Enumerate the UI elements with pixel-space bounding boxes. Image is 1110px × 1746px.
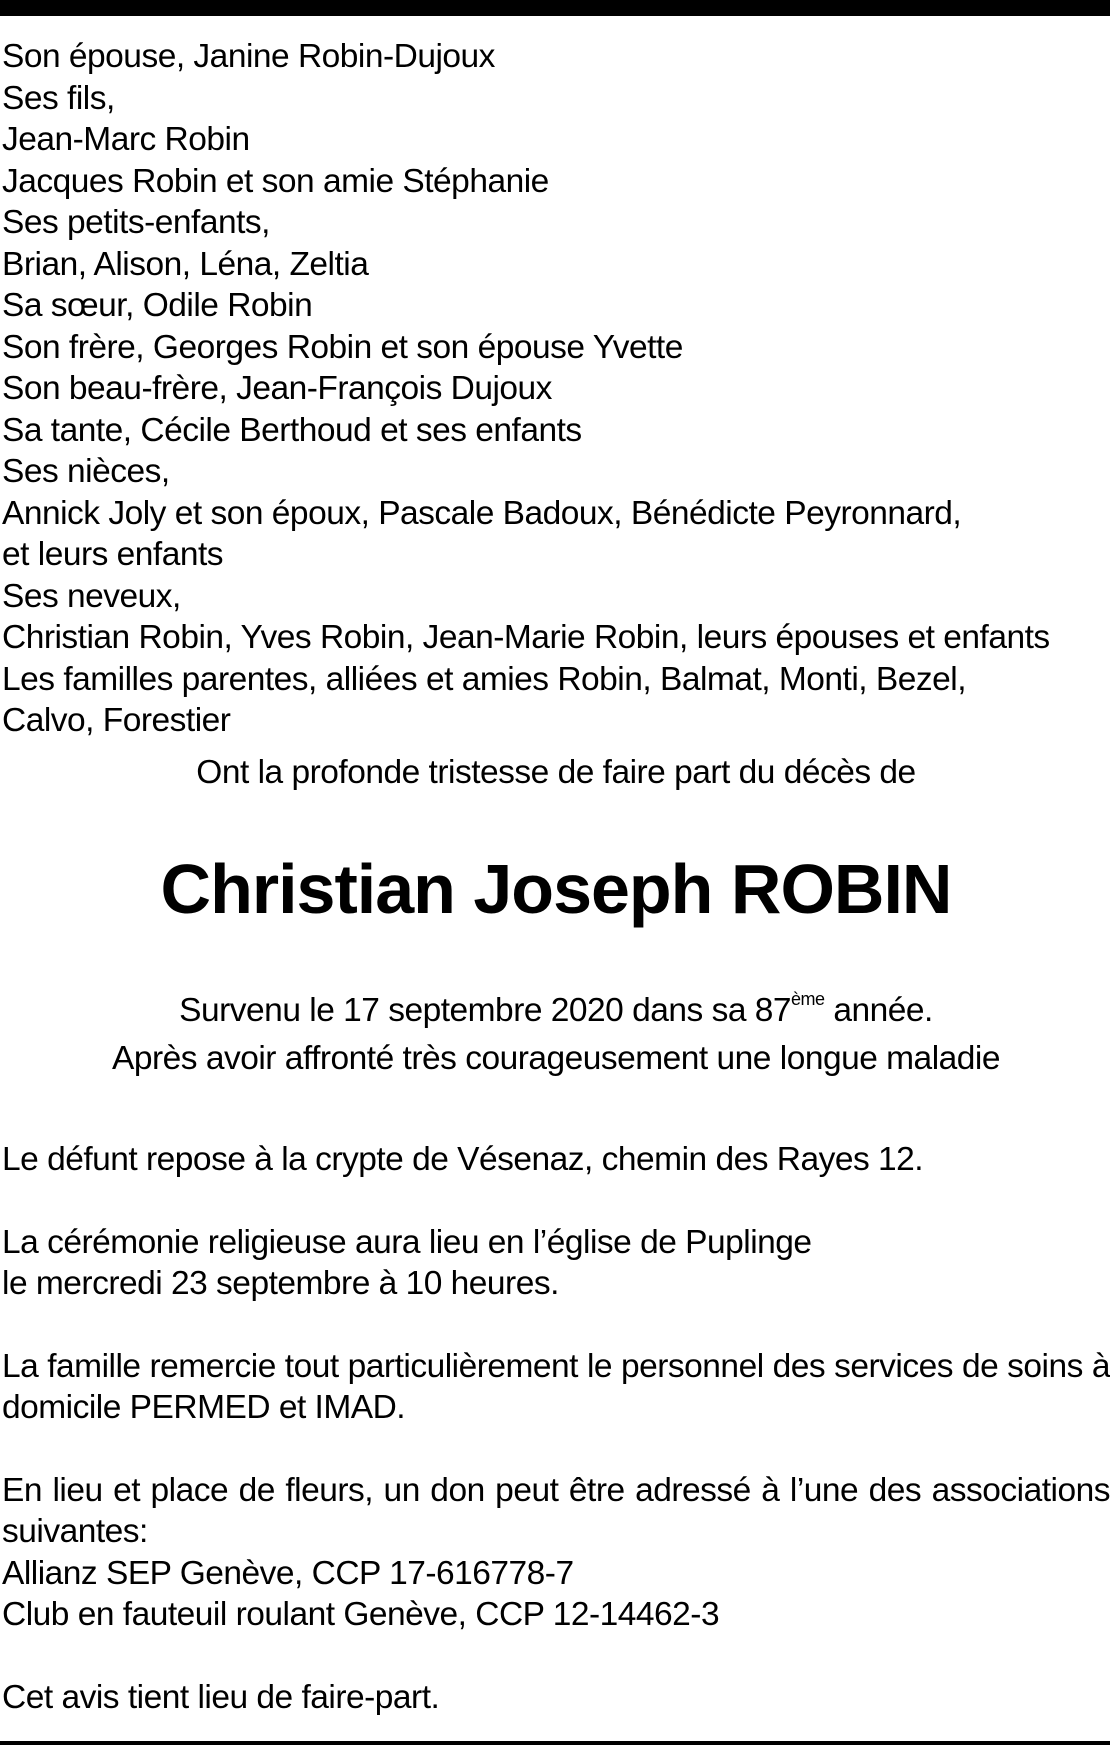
ceremony-place: La cérémonie religieuse aura lieu en l’église de Puplinge bbox=[2, 1223, 812, 1261]
death-date-line bbox=[2, 987, 1110, 1035]
association-item: Allianz SEP Genève, CCP 17-616778-7 bbox=[2, 1554, 574, 1592]
family-line: Annick Joly et son époux, Pascale Badoux, Bénédicte Peyronnard, bbox=[2, 494, 962, 532]
family-line: Ses neveux, bbox=[2, 577, 181, 615]
closing-text: Cet avis tient lieu de faire-part. bbox=[2, 1678, 440, 1716]
family-line: Jacques Robin et son amie Stéphanie bbox=[2, 162, 549, 200]
thanks-paragraph bbox=[2, 1346, 1110, 1429]
donations-paragraph bbox=[2, 1470, 1110, 1636]
family-line: Sa tante, Cécile Berthoud et ses enfants bbox=[2, 411, 582, 449]
death-announcement: Ont la profonde tristesse de faire part du décès de bbox=[196, 753, 916, 791]
family-line: Son épouse, Janine Robin-Dujoux bbox=[2, 38, 495, 75]
repose-paragraph bbox=[2, 1139, 1110, 1181]
family-line: Brian, Alison, Léna, Zeltia bbox=[2, 245, 369, 283]
family-list bbox=[2, 36, 1110, 742]
obituary-notice bbox=[0, 36, 1110, 1718]
top-border-rule bbox=[0, 0, 1110, 16]
donations-intro: En lieu et place de fleurs, un don peut être adressé à l’une des associations suivantes: bbox=[2, 1471, 1110, 1550]
association-item: Club en fauteuil roulant Genève, CCP 12-14462-3 bbox=[2, 1596, 720, 1633]
family-line: Son frère, Georges Robin et son épouse Yvette bbox=[2, 328, 683, 366]
family-line: Calvo, Forestier bbox=[2, 702, 231, 739]
year-word: année. bbox=[824, 992, 933, 1029]
family-line: Les familles parentes, alliées et amies Robin, Balmat, Monti, Bezel, bbox=[2, 660, 967, 698]
family-line: Jean-Marc Robin bbox=[2, 121, 250, 158]
closing-paragraph bbox=[2, 1677, 1110, 1719]
family-line: Ses petits-enfants, bbox=[2, 204, 270, 241]
bottom-border-rule bbox=[0, 1741, 1110, 1745]
deceased-name: Christian Joseph ROBIN bbox=[160, 850, 952, 928]
family-line: Christian Robin, Yves Robin, Jean-Marie Robin, leurs épouses et enfants bbox=[2, 619, 1050, 656]
death-circumstances bbox=[2, 987, 1110, 1083]
family-line: Ses fils, bbox=[2, 79, 115, 117]
repose-text: Le défunt repose à la crypte de Vésenaz, chemin des Rayes 12. bbox=[2, 1141, 924, 1178]
family-line: Son beau-frère, Jean-François Dujoux bbox=[2, 370, 552, 407]
death-date-text: Survenu le 17 septembre 2020 dans sa 87 bbox=[179, 992, 792, 1029]
ceremony-date: le mercredi 23 septembre à 10 heures. bbox=[2, 1265, 559, 1302]
ordinal-suffix: ème bbox=[791, 989, 825, 1009]
illness-line: Après avoir affronté très courageusement une longue maladie bbox=[112, 1040, 1000, 1077]
ceremony-paragraph bbox=[2, 1222, 1110, 1305]
family-line: Sa sœur, Odile Robin bbox=[2, 287, 313, 324]
family-line: et leurs enfants bbox=[2, 536, 224, 573]
family-line: Ses nièces, bbox=[2, 453, 170, 490]
thanks-text: La famille remercie tout particulièrement le personnel des services de soins à domicile PERMED et IMAD. bbox=[2, 1347, 1110, 1426]
